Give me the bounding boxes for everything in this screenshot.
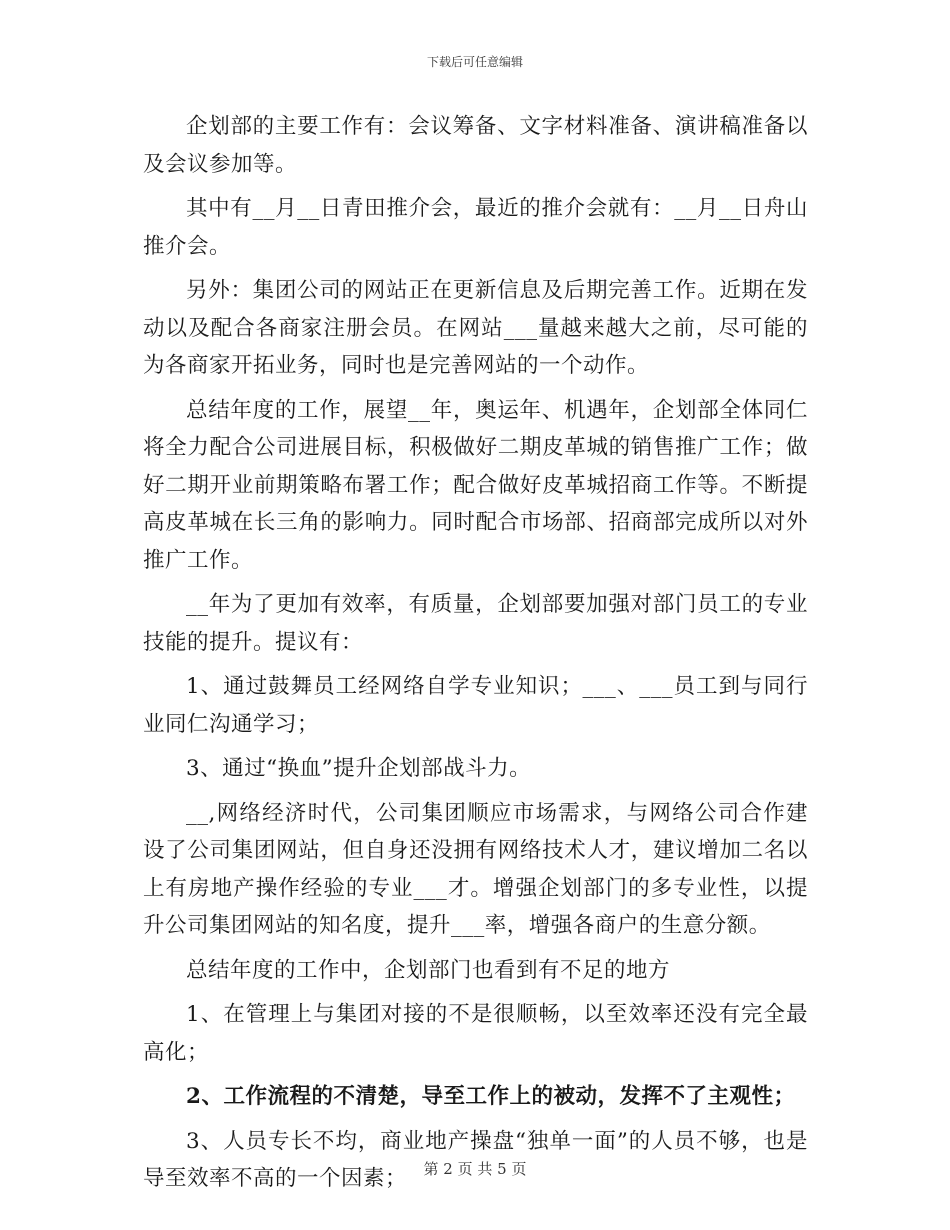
paragraph-11-bold: 2、工作流程的不清楚，导至工作上的被动，发挥不了主观性；	[186, 1084, 796, 1109]
page-footer: 第 2 页 共 5 页	[423, 1160, 527, 1178]
paragraph-10: 1、在管理上与集团对接的不是很顺畅，以至效率还没有完全最高化；	[143, 1002, 808, 1065]
paragraph-1: 企划部的主要工作有：会议筹备、文字材料准备、演讲稿准备以及会议参加等。	[143, 114, 808, 177]
document-body	[143, 108, 808, 1205]
paragraph-12: 3、人员专长不均，商业地产操盘“独单一面”的人员不够，也是导至效率不高的一个因素；	[143, 1128, 808, 1191]
paragraph-8: __,网络经济时代，公司集团顺应市场需求，与网络公司合作建设了公司集团网站，但自身还没拥有网络技术人才，建议增加二名以上有房地产操作经验的专业___才。增强企划部门的多专业性，以提升公司集团网站的知名度，提升___率，增强各商户的生意分额。	[143, 800, 808, 938]
paragraph-5: __年为了更加有效率，有质量，企划部要加强对部门员工的专业技能的提升。提议有：	[143, 592, 808, 655]
paragraph-2: 其中有__月__日青田推介会，最近的推介会就有：__月__日舟山推介会。	[143, 196, 808, 259]
paragraph-3: 另外：集团公司的网站正在更新信息及后期完善工作。近期在发动以及配合各商家注册会员。在网站___量越来越大之前，尽可能的为各商家开拓业务，同时也是完善网站的一个动作。	[143, 278, 808, 378]
paragraph-9: 总结年度的工作中，企划部门也看到有不足的地方	[186, 957, 671, 983]
page-header: 下载后可任意编辑	[426, 55, 523, 69]
paragraph-4: 总结年度的工作，展望__年，奥运年、机遇年，企划部全体同仁将全力配合公司进展目标，积极做好二期皮革城的销售推广工作；做好二期开业前期策略布署工作；配合做好皮革城招商工作等。不断提高皮革城在长三角的影响力。同时配合市场部、招商部完成所以对外推广工作。	[143, 397, 808, 573]
paragraph-7: 3、通过“换血”提升企划部战斗力。	[186, 756, 532, 781]
paragraph-6: 1、通过鼓舞员工经网络自学专业知识；___、___员工到与同行业同仁沟通学习；	[143, 674, 808, 737]
